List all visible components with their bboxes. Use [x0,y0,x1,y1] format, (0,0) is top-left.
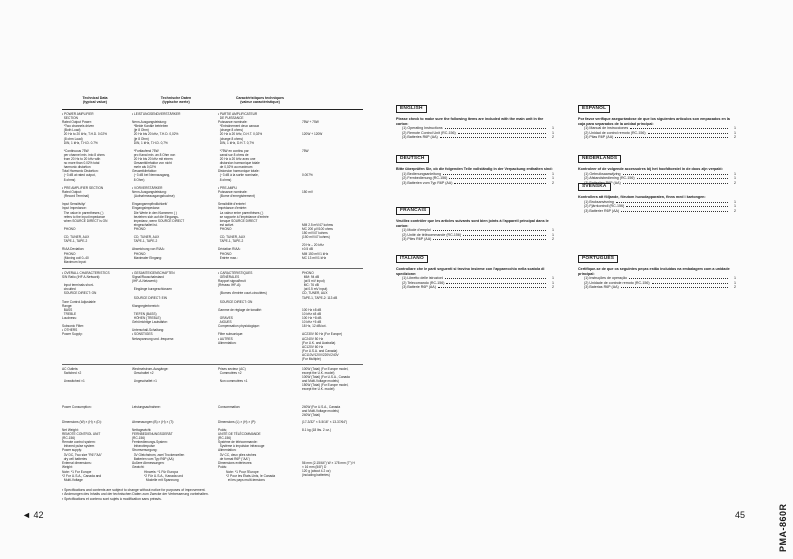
accessory-text: (2) Fernbedienung (RC-156) [402,176,448,181]
note-fr-1: *1 Pour l'Europe [234,470,259,474]
language-intro: Controllare che le parti seguenti si trovino insieme con l'apparecchio nella scatola di spedizione: [396,267,545,276]
spec-cell-fr: ▪ CARACTÉRISTIQUES GÉNÉRALES Rapport signal/bruit (Réseau IHF-A): (Bornes d'entrée court-circuitées) SOURCE DIRECT: ON Gamme de réglage de tonalité: GRAVES AIGUES Compensation physiologique: Filtre subsonique: ▪ AUTRES Alimentation: [218,271,267,345]
spec-cell-de: ▪ LEISTUNGSENDVERSTÄRKER Nenn-Ausgangsleistung: *Beide Kanäle betrieben (je 8 Ohm) 20 Hz bis 20 kHz, T.H.D. 0,02% (je 8 Ohm) DIN, 1 kHz, T.H.D. 0,7% *Fortlaufend 75W pro Kanal min. an 8 Ohm von 20 Hz bis 20 kHz mit einem Gesamtklirrfaktor von nicht mehr als 0,02% Gesamtklirrfaktor: (−3 dB bei Nennausgang, 8 Ohm) [132,112,181,182]
language-box-francais [396,198,554,242]
note-de [144,470,226,483]
language-intro: Certifique-se de que os seguintes peças estão incluídas na embalagem com a unidade principal: [578,267,730,276]
accessory-qty: 1 [552,130,554,135]
spec-cell-en: Net Weight: REMOTE CONTROL UNIT (RC-156) Remote control system: Infrared pulse system Power supply: 3V DC, Two size "R6"/"AA" dry cell batteries External dimensions: Weight: [62,428,102,469]
spec-row-ac-outlets [62,367,363,392]
accessory-qty: 1 [552,280,554,285]
accessory-text: (1) Instruções de operação [584,276,627,280]
language-intro: Kontroleer of de volgende accessoires bij het hoofdtoestel in de doos zijn verpakt: [578,167,723,171]
model-name: PMA-860R [778,503,788,552]
spec-cell-fr: ▪ PRE-AMPLI Puissance nominale: (Borne d'enregistrement) Sensibilité d'entrée/ Impédance d'entrée: La valeur entre parenthèses ( ) se rapporte à l'impédance d'entrée lorsque SOURCE DIRECT est activé. PHONO CD, TUNER, AUX TAPE-1, TAPE-2 Déviation RIAA: PHONO Entrée max.: [218,186,269,260]
accessory-text: (3) Batterier R6P (AA) [584,208,620,213]
accessory-text: (3) Batteries R6P (AA) [402,135,438,140]
accessory-text: (3) Baterias R6P (AA) [584,285,619,290]
accessory-qty: 1 [734,280,736,285]
spec-cell-de: Leistungsaufnahme: [132,405,161,409]
accessory-text: (1) Manual de instrucciones [584,126,629,130]
accessory-qty: 1 [734,199,736,204]
accessory-qty: 1 [552,276,554,280]
accessory-qty: 2 [552,135,554,140]
accessory-qty: 1 [734,130,736,135]
accessory-qty: 1 [734,126,736,130]
note-en-1: *1 For Europe [70,470,92,474]
spec-cell-fr: Prises secteur (AC) Commutées ×2 Non commutées ×1 [218,367,248,384]
accessory-text: (1) Bedienungsanleitung [402,171,441,176]
spec-cell-value: 150 mV MM 2.5 mV/47 kohms MC 200 µV/100 ohms 150 mV/47 kohms (150 mV/47 kohms) 20 Hz – 20 kHz ±0.5 dB MM 150 mV/1 kHz MC 13 mV/1 kHz [302,190,333,260]
spec-cell-de: ▪ VORVERSTÄRKER Nenn-Ausgangsleistung: (Aufnahmeausgangsbuchse) Eingangsempfindlichkeit/ Eingangsimpedanz: Die Werte in den Klammern ( ) beziehen sich auf die Eingangs- impedanz, wenn SOURCE DIRECT eingeschaltet ist. PHONO CD, TUNER, AUX TAPE-1, TAPE-2 Abweichung von RIAA: PHONO Maximaler Eingang: [132,186,185,260]
spec-cell-en: Dimensions (W) × (H) × (D): [62,420,102,424]
note-de-label: Hinweis: [144,470,157,474]
spec-cell-de: ▪ GESAMTEIGENSCHAFTEN Signal/Rauschabstand (IHF-A-Netzwerk): Eingänge kurzgeschlossen SOURCE DIRECT: EIN Klangreglerbereich: TIEFEN (BASS) HÖHEN (TREBLE) Gehörrichtige Lautstärke: Unterschall-Schaltung: ▪ SONSTIGES Netzspannung und -frequenz: [132,271,175,341]
accessory-text: (1) Gebruiksaanwijzing [584,171,621,176]
language-label: ENGLISH [396,105,427,113]
page-corner-mark: ◄ [22,510,31,520]
note-en-label: Note: [62,470,70,474]
accessory-qty: 1 [552,126,554,130]
spec-row-pre-amp [62,186,363,262]
spec-cell-fr: Consommation: [218,405,241,409]
notes-row [62,470,372,483]
language-label: NEDERLANDS [578,155,621,163]
accessory-qty: 2 [734,135,736,140]
spec-cell-de: Wechselstrom-Ausgänge: Geschaltet ×2 Ungeschaltet ×1 [132,367,169,384]
accessory-qty: 2 [734,208,736,213]
spec-cell-en: ▪ POWER AMPLIFIER SECTION Rated Output Power: *Two channels driven (Both Load) 20 Hz to 20 kHz, T.H.D. 0.02% (8 ohm Load) DIN, 1 kHz, T.H.D. 0.7% *Continuous 75W per channel min. into 8 ohms from 20 Hz to 20 kHz with no more than 0.02% total harmonic distortion Total Harmonic Distortion: (−3 dB at rated output, 8 ohms) [62,112,107,182]
accessory-text: (3) Batterie R6P (AA) [402,285,436,290]
accessory-text: (1) Operating Instructions [402,126,443,130]
accessory-text: (1) Bruksanvisning [584,199,614,204]
language-label: PORTUGUÊS [578,255,618,263]
accessory-item [396,181,554,186]
accessory-qty: 1 [552,171,554,176]
accessory-qty: 2 [552,237,554,242]
accessory-text: (3) Batterijen R6P (AA) [584,180,621,185]
spec-notes [62,470,372,483]
accessory-qty: 1 [552,228,554,232]
accessory-text: (2) Afstandsbediening (RC-156) [584,176,635,181]
spec-row-power-amp [62,112,363,184]
language-intro: Bitte überprüfen Sie, ob die folgenden Teile vollständig in der Verpackung enthalten sind: [396,167,553,171]
header-french: Caractéristiques techniques (valeur caractéristique) [235,96,285,105]
language-box-deutsch [396,146,554,185]
accessory-qty: 1 [734,176,736,181]
note-fr-2: *2 Pour les États-Unis, le Canada et les pays multi-tensions [226,474,276,483]
note-fr [226,470,308,483]
spec-cell-value: PHONO MM: 94 dB (at 5 mV input) MC: 76 dB (at 0.5 mV input) CD, TUNER, AUX TAPE-1, TAPE-2: 113 dB 100 Hz ±8 dB 10 kHz ±8 dB 100 Hz +8 dB 10 kHz +5 dB 18 Hz, 12 dB/oct. AC230V 50 Hz (For Europe) AC240V 50 Hz (For U.K. and Australia) AC120V 60 Hz (For U.S.A. and Canada) AC110V/120V/220V/240V (For Multiple) [302,271,343,361]
language-intro: Kontrollera att följande, förutom huvudapparaten, finns med i kartongen: [578,195,706,199]
accessory-item [578,135,736,140]
language-intro: Por favor verifique asegurándose de que los siguientes artículos son empacados en la caja para separados de la unidad principal: [578,117,730,126]
accessory-item [396,285,554,290]
spec-cell-value: (17-3/32" × 5-5/16" × 13-37/64") [302,420,348,424]
accessory-item [396,237,554,242]
accessory-text: (1) Libretto delle istruzioni [402,276,444,280]
accessory-text: (3) Batterien vom Typ R6P (AA) [402,180,453,185]
accessory-text: (3) Piles R6P (AA) [402,237,432,242]
spec-cell-value: 240W (For U.S.A., Canada and Multi-Voltage models) 240W (Total) [302,405,341,418]
spec-footnote: ▪ Specifications and contents are subject to change without notice for purposes of improvement. ▪ Änderungen des Inhalts und der technischen Daten zum Zwecke der Verbesserung vorbehalten. ▪ Spécifications et contenu sont sujets à modification sans préavis. [62,488,209,501]
note-de-2: *2 Für U.S.A., Kanada und Modelle mit Spannung [144,474,184,483]
language-label: DEUTSCH [396,155,429,163]
page-number-left [22,510,43,520]
accessory-text: (1) Mode d'emploi [402,228,431,232]
accessory-qty: 2 [734,285,736,290]
language-intro: Veuillez contrôler que les articles suivants sont bien joints à l'appareil principal dans le carton: [396,219,549,228]
spec-cell-en: AC Outlets: Switched ×2 Unswitched ×1 [62,367,85,384]
spec-divider [62,268,363,269]
accessory-qty: 2 [734,180,736,185]
spec-cell-fr: Dimensions (L) × (H) × (P): [218,420,257,424]
language-box-english [396,96,554,140]
accessory-text: (2) Fjärrkontroll (RC-156) [584,204,625,209]
accessory-item [578,285,736,290]
accessory-qty: 1 [552,176,554,181]
accessory-text: (2) Unidade de controle remoto (RC-156) [584,280,650,285]
accessory-qty: 1 [734,276,736,280]
spec-cell-value: 75W + 75W 120W + 120W 75W 0.007% [302,120,323,178]
spec-cell-de: Nettogewicht: FERNBEDIENUNGSGERÄT (RC-156) Fernbedienungs-System: Infrarotimpulse Stromversorgung: 3V Gleichstrom, zwei Trockenzellen Batterien vom Typ R6P (AA) Äußere Abmessungen: Gewicht: [132,428,185,469]
accessory-qty: 1 [552,232,554,237]
spec-cell-fr: ▪ PARTIE AMPLIFICATEUR DE PUISSANCE Puissance nominale: *Entraînement deux canaux (charge 8 ohms) 20 Hz à 20 kHz, D.H.T. 0,02% (charge 8 ohms) DIN, 1 kHz, D.H.T. 0,7% *75W en continu par canal sur 8 ohms de 20 Hz à 20 kHz avec une distorsion harmonique totale de 0,02% au maximum Distorsion harmonique totale: (−3 dB à la sortie nominale, 8 ohms) [218,112,263,182]
language-box-portugues [578,246,736,290]
spec-row-overall [62,271,363,359]
spec-cell-fr: Poids: UNITÉ DE TÉLÉCOMMANDE (RC-156) Système de télécommande: Système à impulsion infrarouge Alimentation: 3V CC, deux piles sèches de format R6P ("AA") Dimensions extérieures: Poids: [218,428,265,469]
spec-cell-en: Power Consumption: [62,405,92,409]
accessory-text: (2) Unidad de control remoto (RC-156) [584,130,646,135]
page-number-right: 45 [735,510,746,520]
language-label: ESPAÑOL [578,105,610,113]
accessory-text: (2) Unité de télécommande (RC-156) [402,232,462,237]
spec-cell-de: Abmessungen (B) × (H) × (T): [132,420,175,424]
accessory-qty: 1 [734,204,736,209]
accessory-text: (2) Remote Control Unit (RC-156) [402,130,456,135]
header-german: Technische Daten (typische werte) [160,96,192,105]
language-box-espanol [578,96,736,140]
page-number-left-text: 42 [33,510,44,520]
language-label: ITALIANO [396,255,428,263]
spec-cell-en: ▪ PRE AMPLIFIER SECTION Rated Output: (Record Terminal) Input Sensitivity/ Input Impedance: The value in parentheses ( ) refers to the input impedance when SOURCE DIRECT is ON PHONO CD, TUNER, AUX TAPE-1, TAPE-2 RIAA Deviation: PHONO (Moving coil 0–40 Maximum Input: [62,186,108,264]
accessory-text: (3) Pilas R6P (AA) [584,135,614,140]
language-box-italiano [396,246,554,290]
note-fr-label: Note: [226,470,234,474]
accessory-qty: 2 [552,180,554,185]
accessory-item [396,135,554,140]
spec-row-dimensions [62,420,363,426]
language-label: SVENSKA [578,183,611,191]
accessory-item [578,209,736,214]
language-label: FRANCAIS [396,207,430,215]
accessory-qty: 1 [734,171,736,176]
note-de-1: *1 Für Europa [157,470,178,474]
spec-cell-value: 100W (Total) (For Europe model, except the U.K. model) 100W (Total) (For U.S.A., Canada and Multi-Voltage models) 150W (Total) (For Europe model, except the U.K. model) [302,367,350,392]
header-english: Technical Data (typical value) [82,96,108,105]
model-name-tab [778,470,790,552]
spec-row-power-consumption [62,405,363,419]
accessory-text: (2) Telecomando (RC-156) [402,280,445,285]
spec-cell-value: 8.1 kg (18 lbs. 2 oz.) 56 mm (2-15/64") W × 178 mm (7") H × 16 mm (5/8") D 120 g (about 4.2 oz) (including batteries) [302,428,355,478]
note-en-2: *2 For U.S.A., Canada and Multi-Voltage [62,474,102,483]
spec-cell-en: ▪ OVERALL CHARACTERISTICS S/N Ratio (IHF A-Network): Input terminals short- circuited SOURCE DIRECT: ON Tone Control Adjustable Range: BASS TREBLE Loudness: Subsonic Filter: ▪ OTHERS Power Supply: [62,271,110,337]
spec-divider [62,364,363,365]
accessory-qty: 2 [552,285,554,290]
spec-table-header [62,96,363,110]
note-en [62,470,144,483]
language-intro: Please check to make sure the following items are included with the main unit in the carton: [396,117,544,126]
